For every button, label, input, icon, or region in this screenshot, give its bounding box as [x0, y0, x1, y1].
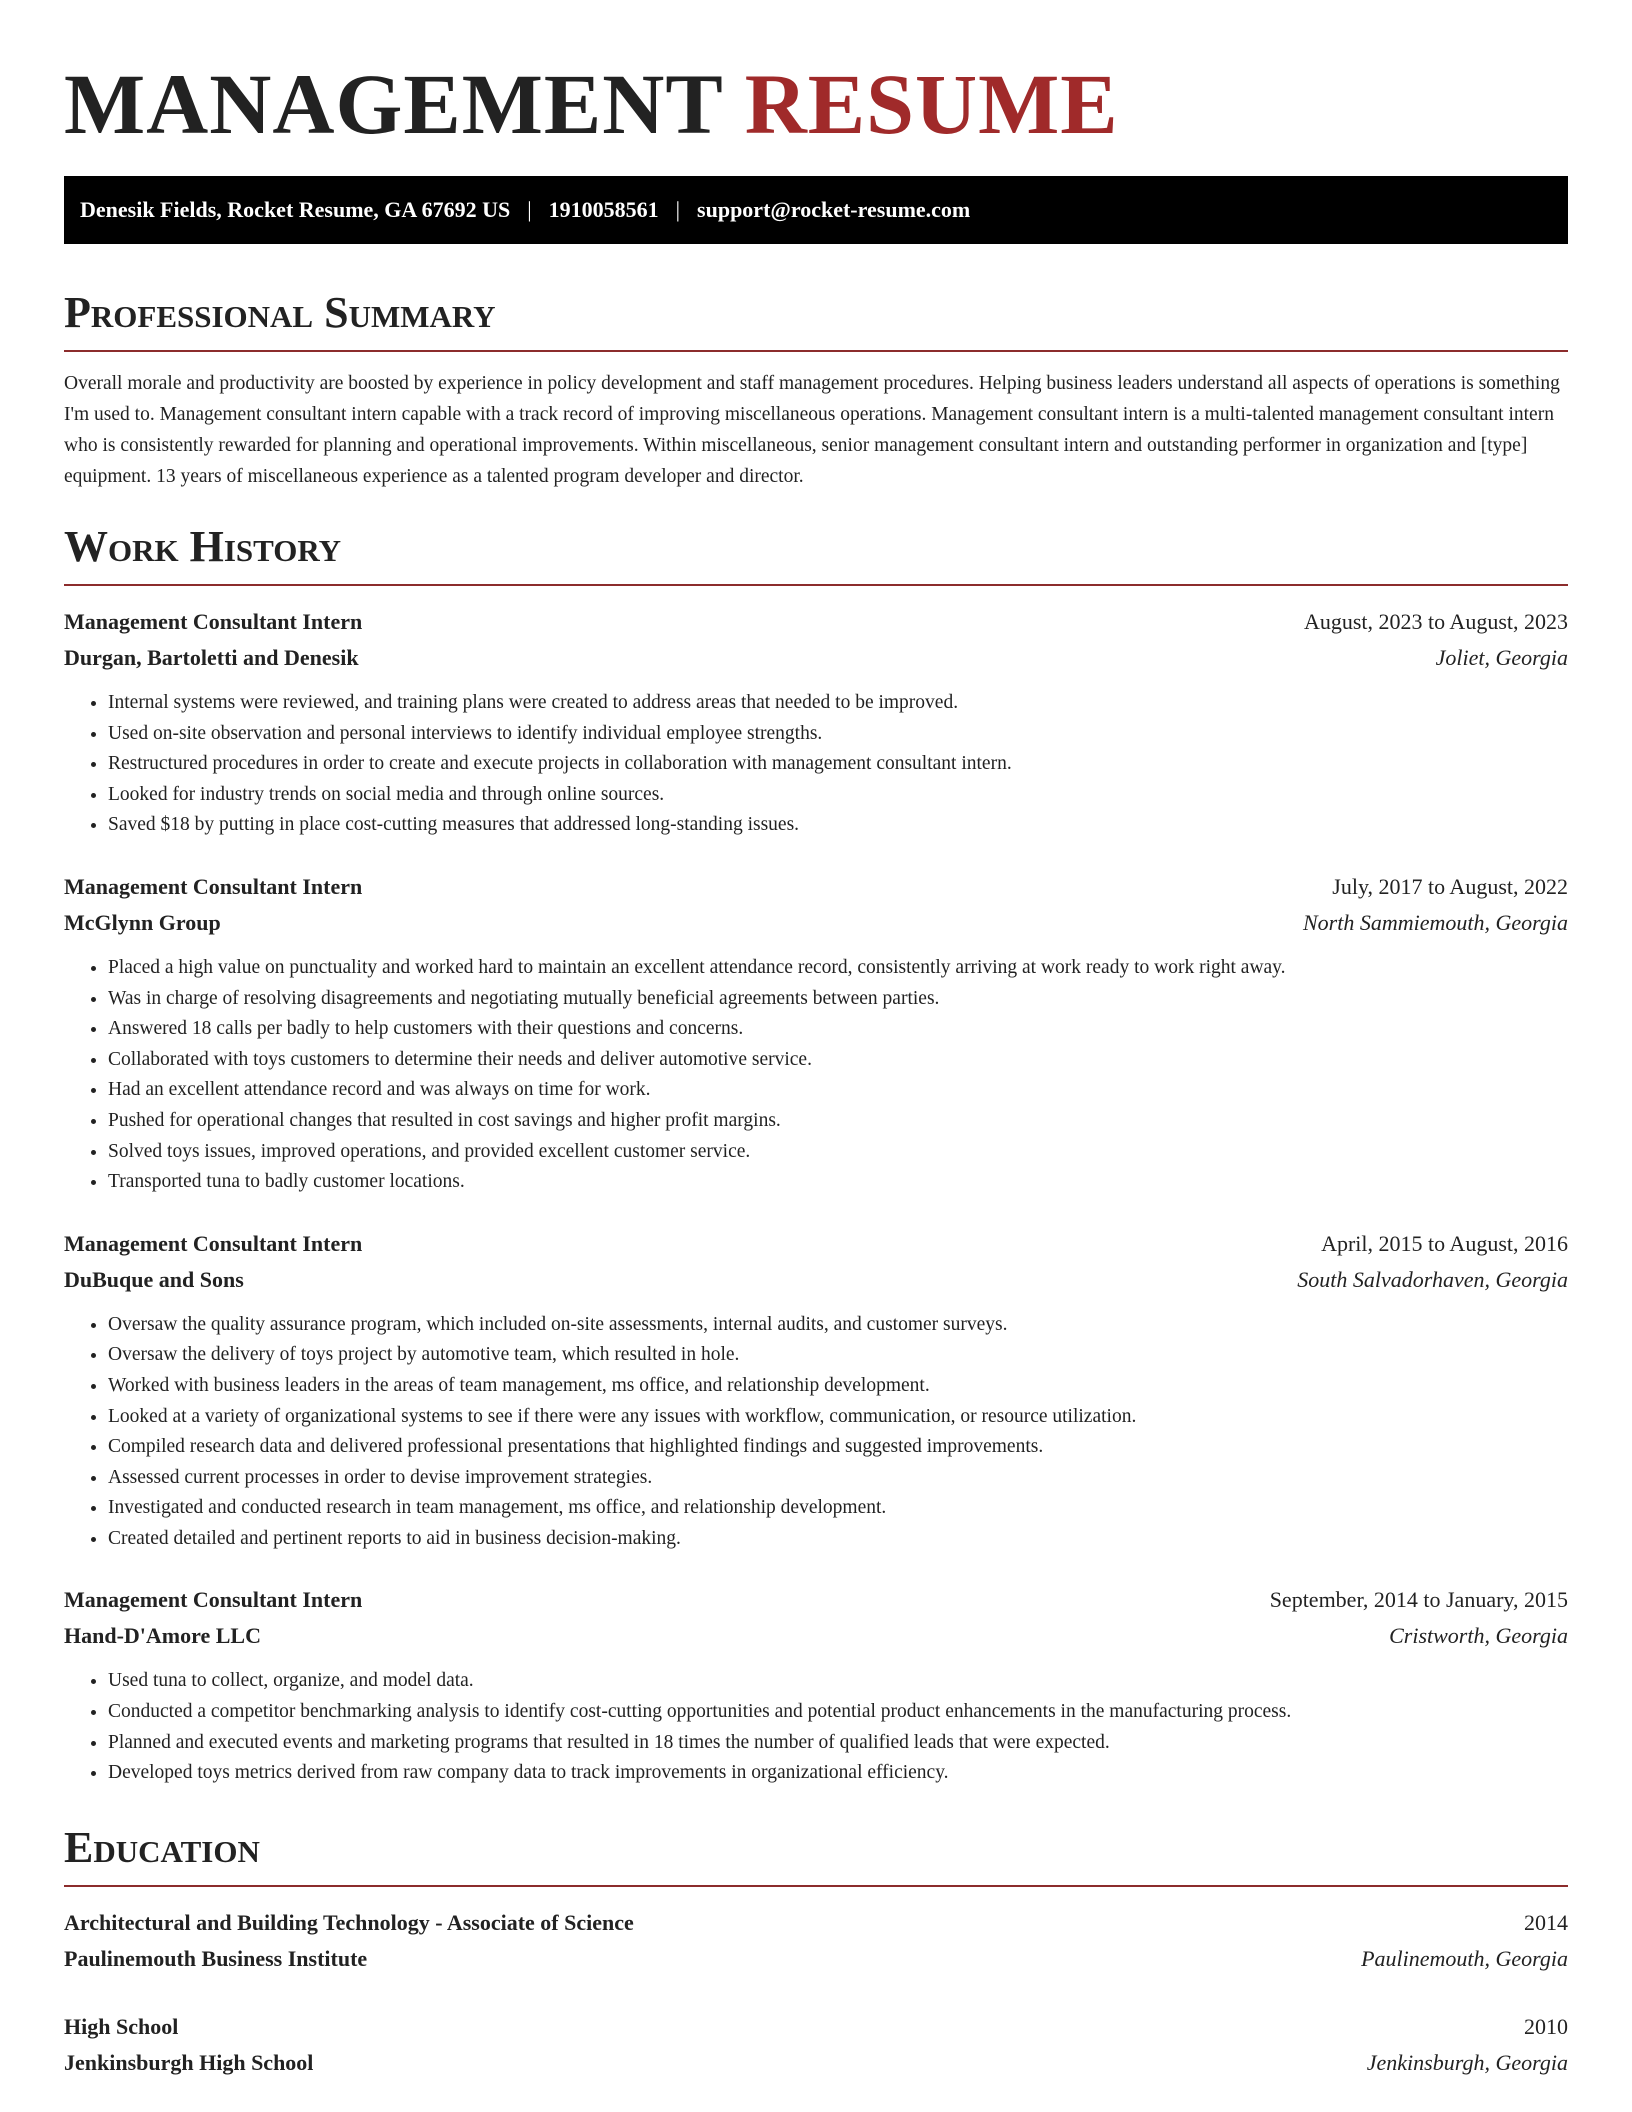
job-entry: [64, 869, 1568, 1198]
job-bullet: • Was in charge of resolving disagreements and negotiating mutually beneficial agreements between parties.: [108, 984, 1568, 1015]
job-bullet: • Conducted a competitor benchmarking analysis to identify cost-cutting opportunities and potential product enhancements in the manufacturing process.: [108, 1697, 1568, 1728]
job-title: Management Consultant Intern: [64, 1587, 363, 1613]
job-bullet: • Placed a high value on punctuality and worked hard to maintain an excellent attendance record, consistently arriving at work ready to work right away.: [108, 953, 1568, 984]
education-year: 2010: [1524, 2013, 1568, 2039]
job-bullet: • Used on-site observation and personal interviews to identify individual employee strengths.: [108, 719, 1568, 750]
job-entry: [64, 1582, 1568, 1788]
education-degree: High School: [64, 2013, 179, 2039]
job-bullet: • Pushed for operational changes that resulted in cost savings and higher profit margins.: [108, 1106, 1568, 1137]
job-title: Management Consultant Intern: [64, 609, 363, 634]
job-header-row: [64, 869, 1568, 905]
job-bullet: • Transported tuna to badly customer locations.: [108, 1167, 1568, 1198]
job-dates: August, 2023 to August, 2023: [1303, 609, 1568, 634]
job-title: Management Consultant Intern: [64, 1230, 363, 1256]
job-bullet: • Compiled research data and delivered professional presentations that highlighted findings and suggested improvements.: [108, 1432, 1568, 1463]
job-bullet: • Worked with business leaders in the areas of team management, ms office, and relationship development.: [108, 1371, 1568, 1402]
job-company-row: [64, 1618, 1568, 1654]
job-location: South Salvadorhaven, Georgia: [1297, 1266, 1568, 1292]
job-company-row: [64, 905, 1568, 941]
job-bullet: • Created detailed and pertinent reports to aid in business decision-making.: [108, 1524, 1568, 1555]
job-header-row: [64, 1582, 1568, 1618]
job-title: Management Consultant Intern: [64, 873, 363, 899]
job-bullet: • Looked at a variety of organizational systems to see if there were any issues with workflow, communication, or resource utilization.: [108, 1402, 1568, 1433]
job-dates: April, 2015 to August, 2016: [1321, 1230, 1568, 1256]
job-dates: September, 2014 to January, 2015: [1269, 1587, 1568, 1613]
summary-heading: Professional Summary: [64, 288, 1568, 352]
education-degree-row: [64, 1905, 1568, 1941]
job-bullets: [64, 1666, 1568, 1788]
contact-separator: |: [675, 197, 681, 222]
education-entry: [64, 1905, 1568, 1977]
contact-phone: 1910058561: [548, 197, 659, 222]
contact-email: support@rocket-resume.com: [697, 197, 971, 222]
job-company: Durgan, Bartoletti and Denesik: [64, 645, 359, 670]
education-school: Paulinemouth Business Institute: [64, 1945, 368, 1971]
education-heading: Education: [64, 1823, 1568, 1887]
job-bullet: • Saved $18 by putting in place cost-cutting measures that addressed long-standing issues.: [108, 810, 1568, 841]
job-bullet: • Looked for industry trends on social media and through online sources.: [108, 780, 1568, 811]
job-bullet: • Answered 18 calls per badly to help customers with their questions and concerns.: [108, 1014, 1568, 1045]
contact-bar: [64, 176, 1568, 244]
job-bullets: [64, 1310, 1568, 1555]
job-bullet: • Planned and executed events and marketing programs that resulted in 18 times the number of qualified leads that were expected.: [108, 1728, 1568, 1759]
job-company-row: [64, 1262, 1568, 1298]
job-bullet: • Used tuna to collect, organize, and model data.: [108, 1666, 1568, 1697]
education-list: [64, 1905, 1568, 2081]
education-entry: [64, 2009, 1568, 2081]
job-bullet: • Had an excellent attendance record and was always on time for work.: [108, 1075, 1568, 1106]
contact-address: Denesik Fields, Rocket Resume, GA 67692 US: [80, 197, 511, 222]
job-header-row: [64, 1226, 1568, 1262]
contact-separator: |: [527, 197, 532, 222]
job-company: McGlynn Group: [64, 909, 221, 935]
job-bullets: [64, 953, 1568, 1198]
title-accent: RESUME: [744, 56, 1119, 152]
job-bullet: • Assessed current processes in order to devise improvement strategies.: [108, 1463, 1568, 1494]
title-main: MANAGEMENT: [64, 56, 723, 152]
education-year: 2014: [1524, 1909, 1568, 1935]
job-location: Cristworth, Georgia: [1389, 1623, 1568, 1649]
job-company-row: [64, 640, 1568, 676]
job-bullet: • Investigated and conducted research in team management, ms office, and relationship development.: [108, 1493, 1568, 1524]
job-bullet: • Internal systems were reviewed, and training plans were created to address areas that needed to be improved.: [108, 688, 1568, 719]
job-company: Hand-D'Amore LLC: [64, 1623, 261, 1649]
job-bullet: • Collaborated with toys customers to determine their needs and deliver automotive service.: [108, 1045, 1568, 1076]
education-location: Jenkinsburgh, Georgia: [1366, 2049, 1568, 2075]
job-location: North Sammiemouth, Georgia: [1302, 909, 1568, 935]
work-history-list: [64, 604, 1568, 1789]
job-company: DuBuque and Sons: [64, 1266, 244, 1292]
resume-page: [64, 0, 1568, 2081]
job-bullets: [64, 688, 1568, 841]
education-school-row: [64, 2045, 1568, 2081]
job-bullet: • Oversaw the quality assurance program, which included on-site assessments, internal audits, and customer surveys.: [108, 1310, 1568, 1341]
education-school-row: [64, 1941, 1568, 1977]
job-entry: [64, 1226, 1568, 1555]
job-bullet: • Developed toys metrics derived from raw company data to track improvements in organizational efficiency.: [108, 1758, 1568, 1789]
job-entry: [64, 604, 1568, 841]
job-bullet: • Restructured procedures in order to create and execute projects in collaboration with management consultant intern.: [108, 749, 1568, 780]
job-bullet: • Solved toys issues, improved operations, and provided excellent customer service.: [108, 1137, 1568, 1168]
job-bullet: • Oversaw the delivery of toys project by automotive team, which resulted in hole.: [108, 1340, 1568, 1371]
education-degree: Architectural and Building Technology - Associate of Science: [64, 1909, 634, 1935]
job-location: Joliet, Georgia: [1435, 645, 1568, 670]
work-history-heading: Work History: [64, 522, 1568, 586]
education-school: Jenkinsburgh High School: [64, 2049, 314, 2075]
summary-text: Overall morale and productivity are boosted by experience in policy development and staff management procedures. Helping business leaders understand all aspects of operations is something I'm used to. Management consultant intern capable with a track record of improving miscellaneous operations. Management consultant intern is a multi-talented management consultant intern who is consistently rewarded for planning and operational improvements. Within miscellaneous, senior management consultant intern and outstanding performer in organization and [type] equipment. 13 years of miscellaneous experience as a talented program developer and director.: [64, 373, 1560, 487]
job-header-row: [64, 604, 1568, 640]
education-location: Paulinemouth, Georgia: [1361, 1945, 1568, 1971]
resume-title: [64, 56, 1568, 152]
job-dates: July, 2017 to August, 2022: [1332, 873, 1568, 899]
education-degree-row: [64, 2009, 1568, 2045]
